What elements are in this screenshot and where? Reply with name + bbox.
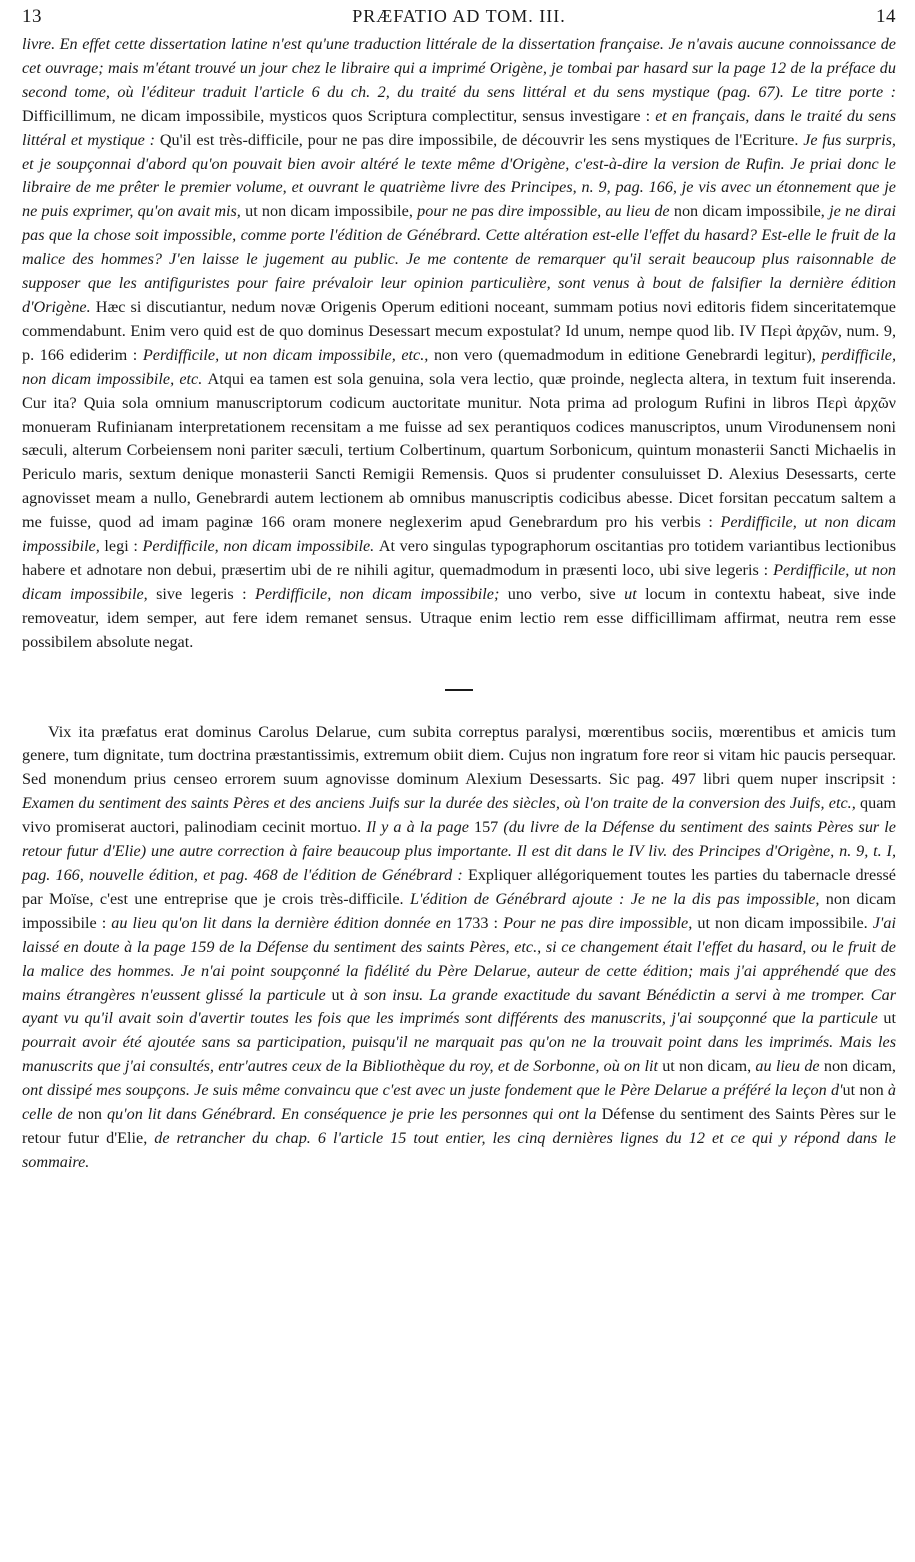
text-run: quam vivo promiserat auctori, palinodiam cecinit mortuo. (22, 794, 896, 837)
text-run: J'ai laissé en doute à la page 159 de la Défense du sentiment des saints Pères, etc., si ce changement était l'effet du hasard, ou le fruit de la malice des hommes. Je n'ai point soupçonné la fidélité du Père Delarue, auteur de cette édition; mais j'ai appréhendé que des mains étrangères n'eussent glissé la particule (22, 913, 896, 1004)
text-run: non (77, 1105, 107, 1124)
text-run: je ne dirai pas que la chose soit impossible, comme porte l'édition de Génébrard. Cette altération est-elle l'effet du hasard? Est-elle le fruit de la malice des hommes? J'en laisse le jugement au public. Je me contente de remarquer qu'il serait beaucoup plus raisonnable de supposer que les antifiguristes pour faire prévaloir leur opinion particulière, sont venus à bout de falsifier la dernière édition d'Origène. (22, 202, 897, 316)
text-run: Examen du sentiment des saints Pères et des anciens Juifs sur la durée des siècles, où l'on traite de la conversion des Juifs, etc., (22, 794, 861, 813)
body-paragraph-1 (22, 33, 896, 655)
text-run: Perdifficile, ut non dicam impossibile, (22, 513, 896, 556)
text-run: Défense du sentiment des Saints Pères sur le retour futur d'Elie, (22, 1105, 897, 1147)
text-run: Difficillimum, ne dicam impossibile, mysticos quos Scriptura complectitur, sensus investigare : (22, 106, 656, 125)
text-run: Expliquer allégoriquement toutes les parties du tabernacle dressé par Moïse, c'est une entreprise que je crois très-difficile. (22, 866, 896, 908)
text-run: ut (331, 985, 350, 1004)
text-run: Hæc si discutiantur, nedum novæ Origenis Operum editioni noceant, summam potius novi editoris fidem sinceritatemque commendabunt. Enim vero quid est de quo dominus Desessart mecum expostulat? Id unum, nempe quod lib. IV Περὶ ἀρχῶν, num. 9, p. 166 ediderim : (22, 297, 896, 364)
text-run: au lieu de (755, 1057, 824, 1076)
text-run: de retrancher du chap. 6 l'article 15 tout entier, les cinq dernières lignes du 12 et ce qui y répond dans le sommaire. (22, 1128, 896, 1171)
text-run: legi : (104, 537, 143, 556)
text-run: At vero singulas typographorum oscitantias pro totidem variantibus lectionibus habere et adnotare non debui, præsertim ubi de re nihili agitur, quemadmodum in præsenti loco, ubi sive legeris : (22, 537, 896, 579)
document-page (22, 4, 896, 1175)
text-run: ut non dicam impossibile, (245, 202, 418, 221)
page-number-left: 13 (22, 6, 42, 27)
text-run: ont dissipé mes soupçons. Je suis même convaincu que c'est avec un juste fondement que le Père Delarue a préféré la leçon d' (22, 1081, 843, 1100)
text-run: à son insu. La grande exactitude du savant Bénédictin a servi à me tromper. Car ayant vu qu'il avait soin d'avertir toutes les fois que les imprimés sont différents des manuscrits, j'ai soupçonné que la particule (22, 985, 896, 1028)
text-run: pour ne pas dire impossible, au lieu de (417, 202, 674, 221)
text-run: ut (624, 584, 646, 603)
running-title: PRÆFATIO AD TOM. III. (352, 6, 566, 26)
text-run: locum in contextu habeat, sive inde removeatur, idem semper, aut fere idem remanet sensus. Utraque enim lectio rem esse difficillimam affirmat, neutra rem esse possibilem absolute negat. (22, 584, 896, 651)
text-run: Perdifficile, ut non dicam impossibile, (22, 560, 897, 603)
text-run: uno verbo, sive (507, 584, 625, 603)
text-run: Atqui ea tamen est sola genuina, sola vera lectio, quæ proinde, neglecta altera, in textum fuit inserenda. Cur ita? Quia sola omnium manuscriptorum codicum auctoritate munitur. Nota prima ad prologum Rufini in libros Περὶ ἀρχῶν monueram Rufinianam interpretationem recensitam a me fuisse ad sex perantiquos codices manuscriptos, unum Virodunensem noni sæculi, alterum Corbeiensem noni pariter sæculi, tertium Colbertinum, quartum Sorbonicum, quintum monasterii Sancti Michaelis in Periculo maris, sextum denique monasterii Sancti Remigii Remensis. Quos si prudenter consuluisset D. Alexius Desessarts, certe agnovisset meam a nullo, Genebrardi autem lectionem ab omnibus manuscriptis codicibus abesse. Dicet forsitan peccatum saltem a me fuisse, quod ad imam paginæ 166 oram monere neglexerim apud Genebrardum pro his verbis : (22, 369, 897, 532)
text-run: non dicam, (823, 1057, 896, 1076)
text-run: L'édition de Génébrard ajoute : Je ne la dis pas impossible, (409, 889, 826, 908)
text-run: Je fus surpris, et je soupçonnai d'abord qu'on pouvait bien avoir altéré le texte même d'Origène, c'est-à-dire la version de Rufin. Je priai donc le libraire de me prêter le premier volume, et ouvrant le quatrième livre des Principes, n. 9, pag. 166, je vis avec un étonnement que je ne puis exprimer, qu'on avait mis, (22, 130, 896, 221)
text-run: Vix ita præfatus erat dominus Carolus Delarue, cum subita correptus paralysi, mœrentibus sociis, mœrentibus et amicis tum genere, tum dignitate, tum doctrina præstantissimis, extremum obiit diem. Cujus non ingratum fore reor si vitam hic paucis persequar. Sed monendum prius censeo errorem suum agnovisse dominum Alexium Desessarts. Sic pag. 497 libri quem nuper inscripsit : (22, 722, 896, 789)
section-separator (445, 689, 473, 691)
text-run: non dicam impossibile, (673, 202, 830, 221)
text-run: sive legeris : (156, 584, 255, 603)
text-run: pourrait avoir été ajoutée sans sa participation, puisqu'il ne marquait pas qu'on ne la trouvait point dans les imprimés. Mais les manuscrits que j'ai consultés, entr'autres ceux de la Bibliothèque du roy, et de Sorbonne, où on lit (22, 1033, 896, 1076)
page-number-right: 14 (876, 6, 896, 27)
text-run: Perdifficile, non dicam impossibile; (254, 584, 508, 603)
text-run: Perdifficile, ut non dicam impossibile, etc., (142, 345, 434, 364)
text-run: livre. En effet cette dissertation latine n'est qu'une traduction littérale de la dissertation française. Je n'avais aucune connoissance de cet ouvrage; mais m'étant trouvé un jour chez le libraire qui a imprimé Origène, je tombai par hasard sur la page 12 de la préface du second tome, où l'éditeur traduit l'article 6 du ch. 2, du traité du sens littéral et du sens mystique (pag. 67). Le titre porte : (22, 35, 896, 101)
text-run: au lieu qu'on lit dans la dernière édition donnée en (111, 913, 457, 932)
text-run: Qu'il est très-difficile, pour ne pas dire impossibile, de découvrir les sens mystiques de l'Ecriture. (159, 130, 804, 149)
text-run: non vero (quemadmodum in editione Genebrardi legitur), (433, 345, 822, 364)
text-run: non dicam impossibile : (22, 889, 896, 932)
text-run: Perdifficile, non dicam impossibile. (142, 537, 379, 556)
text-run: 1733 : (456, 913, 504, 932)
text-run: Il y a à la page (366, 818, 474, 837)
text-run: ut non (842, 1081, 888, 1100)
body-paragraph-2 (22, 721, 896, 1175)
text-run: à celle de (22, 1081, 897, 1124)
text-run: ut non dicam, (662, 1057, 756, 1076)
text-run: Pour ne pas dire impossible, (503, 913, 698, 932)
text-run: (du livre de la Défense du sentiment des saints Pères sur le retour futur d'Elie) une autre correction à faire beaucoup plus importante. Il est dit dans le IV liv. des Principes d'Origène, n. 9, t. I, pag. 166, nouvelle édition, et pag. 468 de l'édition de Génébrard : (22, 818, 896, 884)
text-run: ut non dicam impossibile. (697, 913, 873, 932)
text-run: ut (883, 1009, 896, 1028)
text-run: et en français, dans le traité du sens littéral et mystique : (22, 106, 896, 149)
text-run: qu'on lit dans Génébrard. En conséquence je prie les personnes qui ont la (106, 1105, 602, 1124)
text-run: perdifficile, non dicam impossibile, etc. (22, 345, 897, 388)
text-run: 157 (473, 818, 504, 837)
running-header (22, 4, 896, 29)
